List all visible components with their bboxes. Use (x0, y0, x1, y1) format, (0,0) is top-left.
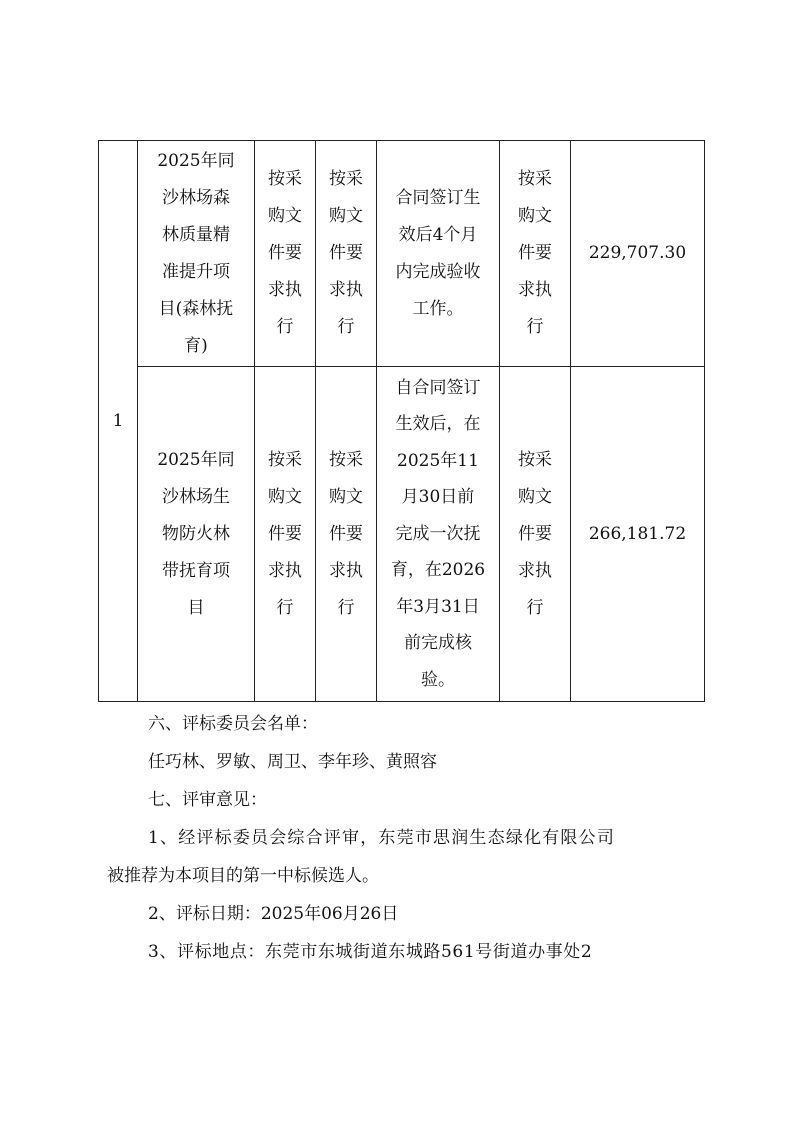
cell-line: 育) (184, 335, 208, 356)
cell-line: 行 (337, 597, 355, 618)
cell-line: 购文 (329, 486, 363, 507)
amount-value: 229,707.30 (588, 243, 687, 263)
cell-line: 按采 (268, 449, 302, 470)
table-cell-deadline (377, 367, 499, 701)
row-number-cell (98, 140, 138, 702)
cell-line: 购文 (268, 206, 302, 226)
cell-line: 合同签订生 (395, 187, 481, 208)
section7-heading: 七、评审意见： (148, 790, 267, 810)
review-item-1-line1: 1、经评标委员会综合评审，东莞市思润生态绿化有限公司 (148, 828, 616, 848)
cell-line: 沙林场森 (161, 187, 230, 208)
table-cell-col6 (500, 141, 570, 366)
cell-line: 内完成验收 (395, 261, 481, 282)
cell-line: 件要 (268, 243, 302, 263)
amount-value: 266,181.72 (588, 523, 687, 544)
cell-line: 购文 (329, 206, 363, 226)
cell-line: 件要 (518, 243, 552, 263)
cell-line: 验。 (420, 669, 455, 690)
cell-line: 准提升项 (161, 261, 230, 282)
review-item-1-line2: 被推荐为本项目的第一中标候选人。 (107, 866, 379, 886)
cell-line: 目(森林抚 (158, 298, 234, 319)
cell-line: 行 (337, 317, 355, 337)
cell-line: 按采 (518, 449, 552, 470)
cell-line: 件要 (268, 523, 302, 544)
table-border-right (704, 140, 705, 702)
cell-line: 2025年同 (157, 449, 235, 470)
cell-line: 自合同签订 (395, 377, 481, 398)
cell-line: 前完成核 (403, 633, 472, 654)
table-cell-project (138, 141, 254, 366)
table-cell-project (138, 367, 254, 701)
cell-line: 行 (526, 597, 544, 618)
table-cell-amount (571, 367, 704, 701)
table-cell-col3 (255, 367, 315, 701)
cell-line: 按采 (329, 449, 363, 470)
cell-line: 求执 (329, 560, 363, 581)
table-cell-col6 (500, 367, 570, 701)
cell-line: 购文 (518, 206, 552, 226)
cell-line: 沙林场生 (161, 486, 230, 507)
table-cell-col3 (255, 141, 315, 366)
cell-line: 购文 (518, 486, 552, 507)
table-cell-col4 (316, 367, 376, 701)
table-cell-amount (571, 141, 704, 366)
cell-line: 按采 (268, 169, 302, 189)
cell-line: 求执 (268, 280, 302, 300)
cell-line: 年3月31日 (396, 596, 480, 617)
cell-line: 育，在2026 (390, 560, 486, 581)
cell-line: 完成一次抚 (395, 523, 481, 544)
row-number: 1 (112, 410, 124, 431)
committee-members: 任巧林、罗敏、周卫、李年珍、黄照容 (148, 752, 437, 772)
cell-line: 按采 (518, 169, 552, 189)
cell-line: 求执 (518, 560, 552, 581)
cell-line: 效后4个月 (398, 224, 478, 245)
cell-line: 带抚育项 (161, 560, 230, 581)
table-cell-deadline (377, 141, 499, 366)
section6-heading: 六、评标委员会名单： (148, 714, 318, 734)
cell-line: 林质量精 (161, 224, 230, 245)
cell-line: 工作。 (412, 298, 464, 319)
table-cell-col4 (316, 141, 376, 366)
cell-line: 行 (276, 317, 294, 337)
cell-line: 求执 (518, 280, 552, 300)
review-item-2: 2、评标日期：2025年06月26日 (148, 904, 399, 924)
review-item-3: 3、评标地点：东莞市东城街道东城路561号街道办事处2 (148, 942, 593, 962)
table-border-bottom (98, 701, 705, 702)
cell-line: 购文 (268, 486, 302, 507)
cell-line: 件要 (329, 243, 363, 263)
cell-line: 求执 (268, 560, 302, 581)
cell-line: 行 (526, 317, 544, 337)
cell-line: 2025年同 (157, 150, 235, 171)
cell-line: 物防火林 (161, 523, 230, 544)
cell-line: 生效后，在 (395, 414, 481, 435)
cell-line: 目 (187, 597, 205, 618)
cell-line: 月30日前 (401, 487, 475, 508)
cell-line: 求执 (329, 280, 363, 300)
cell-line: 行 (276, 597, 294, 618)
cell-line: 按采 (329, 169, 363, 189)
cell-line: 件要 (329, 523, 363, 544)
cell-line: 件要 (518, 523, 552, 544)
cell-line: 2025年11 (397, 450, 479, 471)
